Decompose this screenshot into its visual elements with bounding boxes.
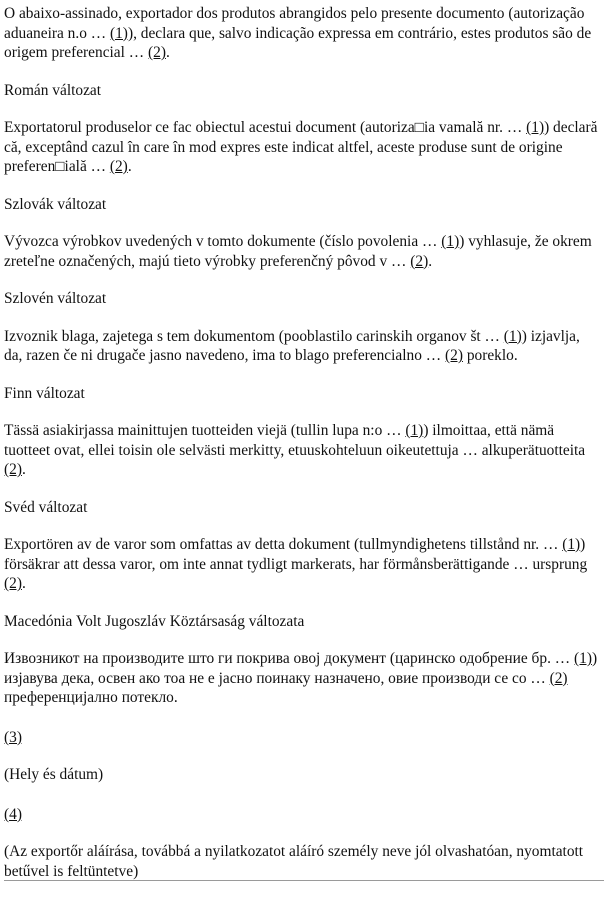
text-run: poreklo. [462,347,518,364]
language-heading: Finn változat [4,384,85,402]
declaration-text [4,327,602,366]
footnote-ref: (2) [109,158,128,175]
footnote-ref: (1) [109,24,128,42]
text-run: Exportatorul produselor ce fac obiectul acestui document (autoriza□ia vamală nr. … [4,119,527,136]
place-date-label: (Hely és dátum) [4,766,104,783]
text-run: . [21,575,26,592]
text-run: O abaixo-assinado, exportador dos produtos abrangidos pelo presente documento (autorização aduaneira n.o … [4,5,585,42]
language-heading: Szlovén változat [4,290,107,307]
footnote-ref: (2) [410,252,429,270]
language-heading: Macedónia Volt Jugoszláv Köztársaság változata [4,612,305,630]
text-run: Tässä asiakirjassa mainittujen tuotteiden viejä (tullin lupa n:o … [4,422,406,439]
text-run: ) vyhlasuje, že okrem zreteľne označených, majú tieto výrobky preferenčný pôvod v … [4,233,592,270]
language-heading: Szlovák változat [4,195,107,213]
footnote-ref: (2) [549,669,568,687]
footnote-ref: (1) [405,422,424,439]
footnote-ref: (2) [445,347,463,364]
text-run: Izvoznik blaga, zajetega s tem dokumentom (pooblastilo carinskih organov št … [4,327,504,345]
text-run: ), declara que, salvo indicação expressa em contrário, estes produtos são de origem preferencial … [4,24,592,61]
footnote-ref: (1) [562,536,581,553]
text-run: ) declară că, exceptând cazul în care în mod expres este indicat altfel, aceste produse sunt de origine preferen□ială … [4,119,598,175]
declaration-text [4,421,602,480]
ref-4: (4) [4,805,22,823]
ref-3: (3) [4,728,22,746]
signature-note: (Az exportőr aláírása, továbbá a nyilatkozatot aláíró személy neve jól olvashatóan, nyomtatott betűvel is feltüntetve) [4,843,584,880]
text-run: . [428,252,433,270]
footnote-ref: (2) [4,575,22,592]
footnote-ref: (2) [148,44,166,61]
declaration-text [4,118,602,177]
text-run: . [165,44,170,61]
language-heading: Román változat [4,81,102,99]
declaration-text [4,232,602,271]
text-run: ) izjavlja, da, razen če ni drugače jasno navedeno, ima to blago preferencialno … [4,327,580,364]
footnote-ref: (1) [441,233,460,250]
text-run: . [21,461,26,478]
text-run: Exportören av de varor som omfattas av detta dokument (tullmyndighetens tillstånd nr. … [4,536,563,553]
footnote-ref-3 [4,728,602,748]
text-run: Извозникот на производите што ги покрива овој документ (царинско одобрение бр. … [4,650,575,667]
page-divider [4,880,604,881]
declaration-text [4,4,602,63]
text-run: ) изјавува дека, освен ако тоа не е јасно поинаку назначено, овие производи се со … [4,650,598,687]
footnote-ref-4 [4,805,602,825]
footnote-ref: (1) [503,327,522,345]
document-page [0,4,604,900]
declaration-list [4,4,602,708]
text-run: Vývozca výrobkov uvedených v tomto dokumente (číslo povolenia … [4,233,442,250]
declaration-text [4,649,602,708]
footnote-ref: (2) [4,461,22,478]
declaration-text [4,535,602,594]
text-run: преференцијално потекло. [4,689,178,706]
footnote-ref: (1) [526,119,545,136]
text-run: ) försäkrar att dessa varor, om inte annat tydligt markerats, har förmånsberättigande … ursprung [4,536,588,573]
text-run: . [127,158,132,175]
text-run: ) ilmoittaa, että nämä tuotteet ovat, ellei toisin ole selvästi merkitty, etuuskohteluun oikeutettuja … alkuperätuotteita [4,422,586,459]
language-heading: Svéd változat [4,498,88,516]
footnote-ref: (1) [574,650,592,667]
